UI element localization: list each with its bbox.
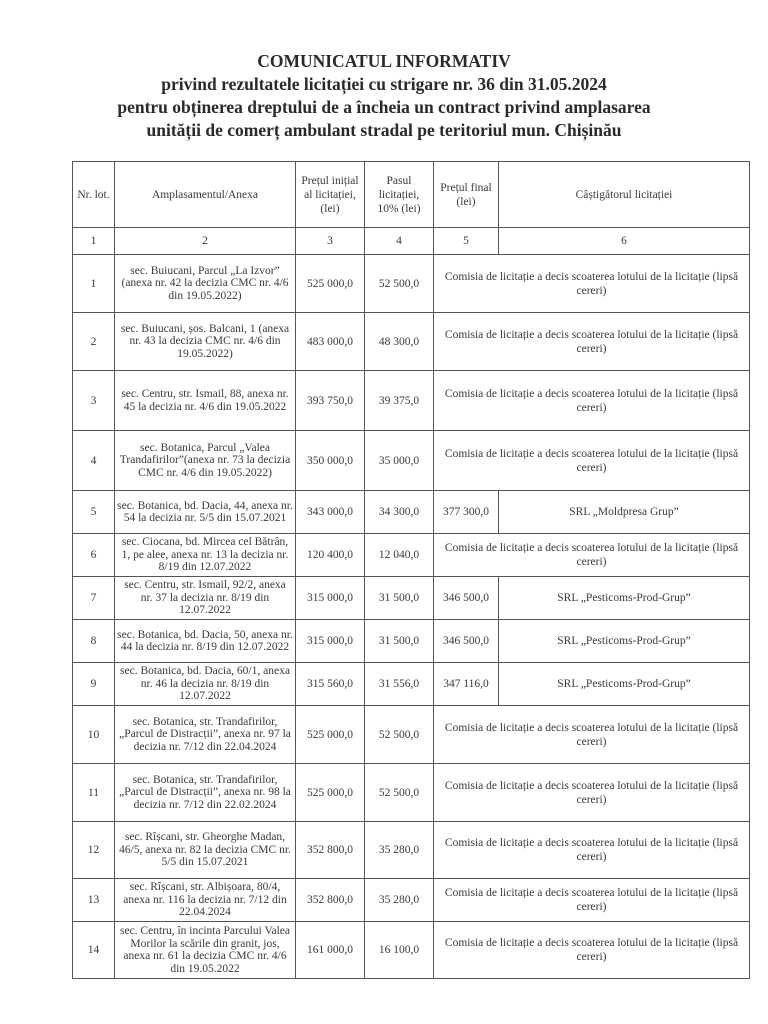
lot-location: sec. Botanica, Parcul „Valea Trandafirilor”(anexa nr. 73 la decizia CMC nr. 4/6 din 19.05.2022) bbox=[115, 431, 296, 491]
column-index: 3 bbox=[296, 228, 365, 255]
auction-step: 48 300,0 bbox=[365, 313, 434, 371]
auction-step: 35 000,0 bbox=[365, 431, 434, 491]
lot-location: sec. Botanica, str. Trandafirilor, „Parcul de Distracții”, anexa nr. 97 la decizia nr. 7/12 din 22.04.2024 bbox=[115, 706, 296, 764]
header-final-price: Prețul final (lei) bbox=[434, 162, 499, 228]
lot-number: 5 bbox=[73, 491, 115, 534]
auction-step: 52 500,0 bbox=[365, 706, 434, 764]
lot-location: sec. Botanica, bd. Dacia, 44, anexa nr. 54 la decizia nr. 5/5 din 15.07.2021 bbox=[115, 491, 296, 534]
withdrawn-note: Comisia de licitație a decis scoaterea lotului de la licitație (lipsă cereri) bbox=[434, 534, 750, 577]
lot-number: 3 bbox=[73, 371, 115, 431]
initial-price: 315 560,0 bbox=[296, 663, 365, 706]
auction-step: 16 100,0 bbox=[365, 922, 434, 979]
auction-step: 31 500,0 bbox=[365, 577, 434, 620]
auction-winner: SRL „Pesticoms-Prod-Grup” bbox=[499, 620, 750, 663]
withdrawn-note: Comisia de licitație a decis scoaterea lotului de la licitație (lipsă cereri) bbox=[434, 371, 750, 431]
lot-location: sec. Botanica, str. Trandafirilor, „Parcul de Distracții”, anexa nr. 98 la decizia nr. 7/12 din 22.02.2024 bbox=[115, 764, 296, 822]
header-step: Pasul licitației, 10% (lei) bbox=[365, 162, 434, 228]
table-row bbox=[73, 577, 750, 620]
lot-location: sec. Centru, str. Ismail, 92/2, anexa nr. 37 la decizia nr. 8/19 din 12.07.2022 bbox=[115, 577, 296, 620]
initial-price: 315 000,0 bbox=[296, 577, 365, 620]
lot-number: 7 bbox=[73, 577, 115, 620]
table-row bbox=[73, 822, 750, 879]
final-price: 347 116,0 bbox=[434, 663, 499, 706]
title-line-2: privind rezultatele licitației cu strigare nr. 36 din 31.05.2024 bbox=[161, 74, 607, 94]
lot-location: sec. Centru, str. Ismail, 88, anexa nr. 45 la decizia nr. 4/6 din 19.05.2022 bbox=[115, 371, 296, 431]
lot-location: sec. Buiucani, Parcul „La Izvor” (anexa nr. 42 la decizia CMC nr. 4/6 din 19.05.2022) bbox=[115, 255, 296, 313]
final-price: 377 300,0 bbox=[434, 491, 499, 534]
initial-price: 352 800,0 bbox=[296, 879, 365, 922]
title-line-1: COMUNICATUL INFORMATIV bbox=[257, 51, 511, 71]
title-line-3: pentru obținerea dreptului de a încheia un contract privind amplasarea bbox=[117, 97, 651, 117]
withdrawn-note: Comisia de licitație a decis scoaterea lotului de la licitație (lipsă cereri) bbox=[434, 822, 750, 879]
lot-number: 8 bbox=[73, 620, 115, 663]
withdrawn-note: Comisia de licitație a decis scoaterea lotului de la licitație (lipsă cereri) bbox=[434, 879, 750, 922]
initial-price: 525 000,0 bbox=[296, 706, 365, 764]
lot-location: sec. Rîșcani, str. Albișoara, 80/4, anexa nr. 116 la decizia nr. 7/12 din 22.04.2024 bbox=[115, 879, 296, 922]
lot-location: sec. Centru, în incinta Parcului Valea Morilor la scările din granit, jos, anexa nr. 61 la decizia CMC nr. 4/6 din 19.05.2022 bbox=[115, 922, 296, 979]
table-row bbox=[73, 255, 750, 313]
results-table bbox=[72, 161, 750, 979]
auction-step: 31 556,0 bbox=[365, 663, 434, 706]
auction-step: 52 500,0 bbox=[365, 255, 434, 313]
lot-number: 12 bbox=[73, 822, 115, 879]
table-row bbox=[73, 879, 750, 922]
table-row bbox=[73, 534, 750, 577]
table-row bbox=[73, 706, 750, 764]
auction-winner: SRL „Moldpresa Grup” bbox=[499, 491, 750, 534]
auction-step: 39 375,0 bbox=[365, 371, 434, 431]
header-nr: Nr. lot. bbox=[73, 162, 115, 228]
lot-number: 13 bbox=[73, 879, 115, 922]
initial-price: 525 000,0 bbox=[296, 764, 365, 822]
document-title bbox=[0, 50, 768, 142]
column-index: 5 bbox=[434, 228, 499, 255]
lot-number: 2 bbox=[73, 313, 115, 371]
table-row bbox=[73, 371, 750, 431]
initial-price: 483 000,0 bbox=[296, 313, 365, 371]
lot-number: 14 bbox=[73, 922, 115, 979]
auction-step: 35 280,0 bbox=[365, 879, 434, 922]
table-row bbox=[73, 922, 750, 979]
initial-price: 350 000,0 bbox=[296, 431, 365, 491]
column-index: 2 bbox=[115, 228, 296, 255]
table-body bbox=[73, 255, 750, 979]
lot-location: sec. Buiucani, șos. Balcani, 1 (anexa nr. 43 la decizia CMC nr. 4/6 din 19.05.2022) bbox=[115, 313, 296, 371]
initial-price: 525 000,0 bbox=[296, 255, 365, 313]
initial-price: 120 400,0 bbox=[296, 534, 365, 577]
final-price: 346 500,0 bbox=[434, 620, 499, 663]
auction-winner: SRL „Pesticoms-Prod-Grup” bbox=[499, 577, 750, 620]
initial-price: 343 000,0 bbox=[296, 491, 365, 534]
withdrawn-note: Comisia de licitație a decis scoaterea lotului de la licitație (lipsă cereri) bbox=[434, 431, 750, 491]
lot-location: sec. Rîșcani, str. Gheorghe Madan, 46/5, anexa nr. 82 la decizia CMC nr. 5/5 din 15.07.2021 bbox=[115, 822, 296, 879]
lot-number: 6 bbox=[73, 534, 115, 577]
initial-price: 315 000,0 bbox=[296, 620, 365, 663]
lot-number: 1 bbox=[73, 255, 115, 313]
initial-price: 161 000,0 bbox=[296, 922, 365, 979]
table-row bbox=[73, 663, 750, 706]
header-location: Amplasamentul/Anexa bbox=[115, 162, 296, 228]
auction-step: 52 500,0 bbox=[365, 764, 434, 822]
lot-location: sec. Ciocana, bd. Mircea cel Bătrân, 1, pe alee, anexa nr. 13 la decizia nr. 8/19 din 12.07.2022 bbox=[115, 534, 296, 577]
column-index: 6 bbox=[499, 228, 750, 255]
withdrawn-note: Comisia de licitație a decis scoaterea lotului de la licitație (lipsă cereri) bbox=[434, 764, 750, 822]
table-row bbox=[73, 764, 750, 822]
withdrawn-note: Comisia de licitație a decis scoaterea lotului de la licitație (lipsă cereri) bbox=[434, 255, 750, 313]
final-price: 346 500,0 bbox=[434, 577, 499, 620]
lot-location: sec. Botanica, bd. Dacia, 60/1, anexa nr. 46 la decizia nr. 8/19 din 12.07.2022 bbox=[115, 663, 296, 706]
column-index: 1 bbox=[73, 228, 115, 255]
header-winner: Câștigătorul licitației bbox=[499, 162, 750, 228]
lot-location: sec. Botanica, bd. Dacia, 50, anexa nr. 44 la decizia nr. 8/19 din 12.07.2022 bbox=[115, 620, 296, 663]
table-header-row bbox=[73, 162, 750, 228]
column-index-row bbox=[73, 228, 750, 255]
initial-price: 393 750,0 bbox=[296, 371, 365, 431]
table-row bbox=[73, 313, 750, 371]
header-initial-price: Prețul inițial al licitației, (lei) bbox=[296, 162, 365, 228]
lot-number: 4 bbox=[73, 431, 115, 491]
auction-step: 31 500,0 bbox=[365, 620, 434, 663]
title-line-4: unității de comerț ambulant stradal pe teritoriul mun. Chișinău bbox=[146, 120, 622, 140]
withdrawn-note: Comisia de licitație a decis scoaterea lotului de la licitație (lipsă cereri) bbox=[434, 922, 750, 979]
auction-step: 12 040,0 bbox=[365, 534, 434, 577]
table-row bbox=[73, 491, 750, 534]
auction-step: 35 280,0 bbox=[365, 822, 434, 879]
withdrawn-note: Comisia de licitație a decis scoaterea lotului de la licitație (lipsă cereri) bbox=[434, 706, 750, 764]
auction-winner: SRL „Pesticoms-Prod-Grup” bbox=[499, 663, 750, 706]
table-row bbox=[73, 431, 750, 491]
lot-number: 10 bbox=[73, 706, 115, 764]
lot-number: 9 bbox=[73, 663, 115, 706]
table-row bbox=[73, 620, 750, 663]
auction-step: 34 300,0 bbox=[365, 491, 434, 534]
column-index: 4 bbox=[365, 228, 434, 255]
initial-price: 352 800,0 bbox=[296, 822, 365, 879]
lot-number: 11 bbox=[73, 764, 115, 822]
withdrawn-note: Comisia de licitație a decis scoaterea lotului de la licitație (lipsă cereri) bbox=[434, 313, 750, 371]
